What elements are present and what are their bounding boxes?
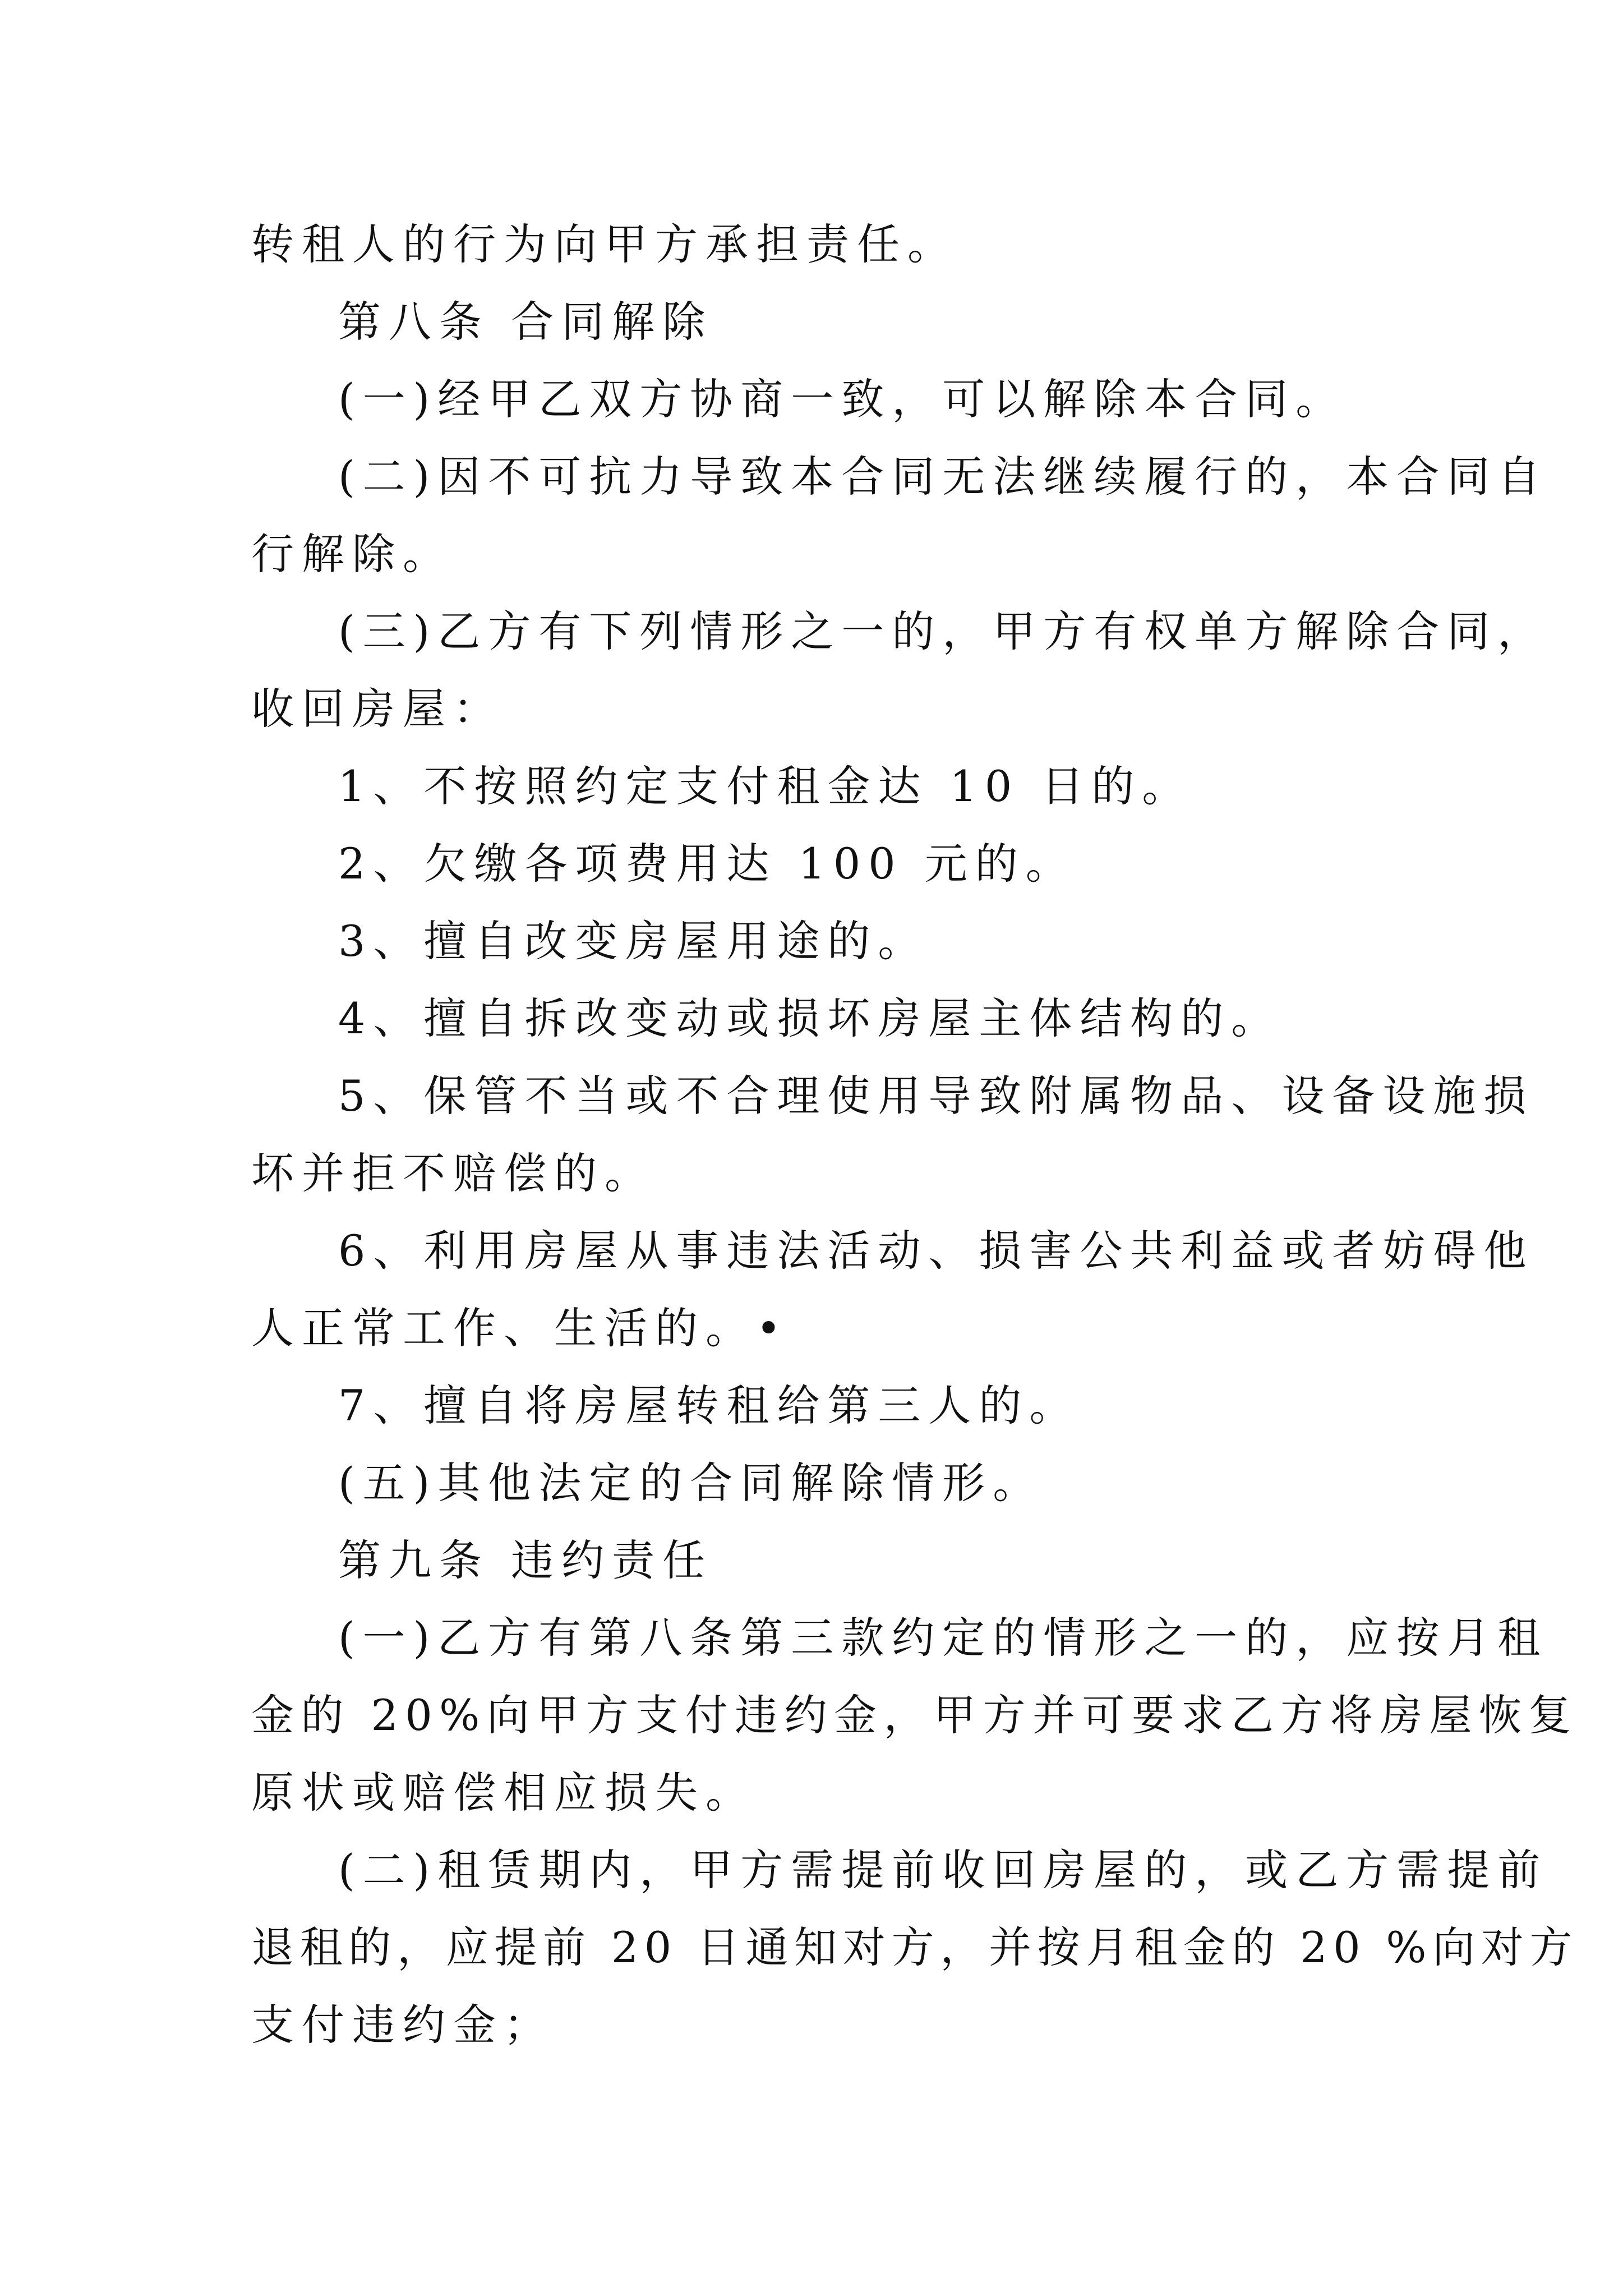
list-item: 6、利用房屋从事违法活动、损害公共利益或者妨碍他	[338, 1226, 1534, 1276]
text-line: (三)乙方有下列情形之一的，甲方有权单方解除合同，	[338, 606, 1548, 656]
section-heading: 第九条 违约责任	[338, 1535, 713, 1585]
text-line: 金的 20%向甲方支付违约金，甲方并可要求乙方将房屋恢复	[251, 1690, 1579, 1740]
text-line: 收回房屋：	[251, 684, 504, 734]
text-line: (一)乙方有第八条第三款约定的情形之一的，应按月租	[338, 1613, 1548, 1663]
list-item: 4、擅自拆改变动或损坏房屋主体结构的。	[338, 993, 1282, 1043]
list-item: 7、擅自将房屋转租给第三人的。	[338, 1381, 1080, 1430]
list-item: 3、擅自改变房屋用途的。	[338, 916, 929, 966]
text-line: 行解除。	[251, 529, 453, 579]
text-line: 支付违约金；	[251, 2000, 554, 2050]
text-line: 坏并拒不赔偿的。	[251, 1148, 655, 1198]
text-line: (一)经甲乙双方协商一致，可以解除本合同。	[338, 374, 1347, 424]
text-line: (二)租赁期内，甲方需提前收回房屋的，或乙方需提前	[338, 1845, 1548, 1895]
text-line: 退租的，应提前 20 日通知对方，并按月租金的 20 %向对方	[251, 1922, 1579, 1972]
list-item: 1、不按照约定支付租金达 10 日的。	[338, 761, 1193, 811]
list-item: 2、欠缴各项费用达 100 元的。	[338, 839, 1076, 889]
text-line: 人正常工作、生活的。•	[251, 1303, 789, 1353]
text-line: 原状或赔偿相应损失。	[251, 1768, 756, 1818]
text-line: (二)因不可抗力导致本合同无法继续履行的，本合同自	[338, 452, 1548, 501]
text-line: 转租人的行为向甲方承担责任。	[251, 219, 958, 269]
list-item: 5、保管不当或不合理使用导致附属物品、设备设施损	[338, 1071, 1534, 1121]
text-line: (五)其他法定的合同解除情形。	[338, 1458, 1044, 1508]
section-heading: 第八条 合同解除	[338, 297, 713, 347]
